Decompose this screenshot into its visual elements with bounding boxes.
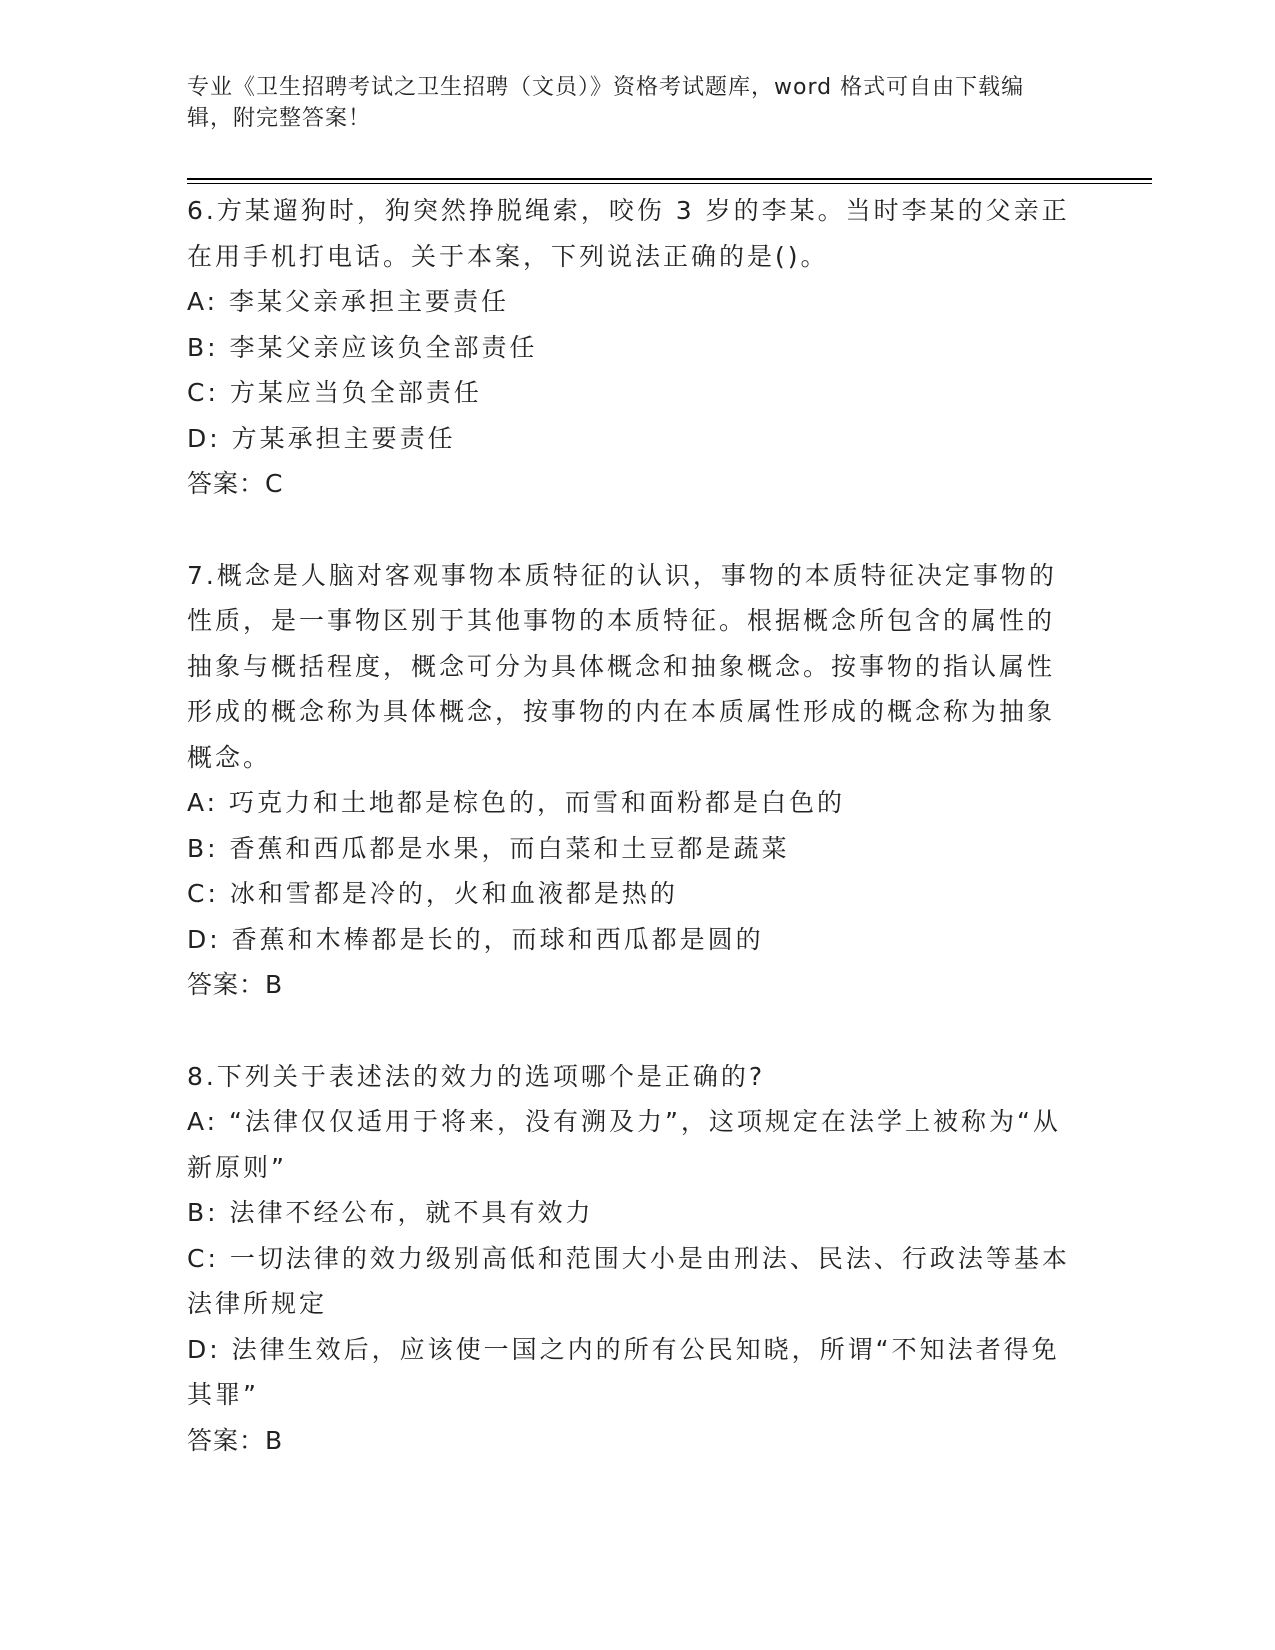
option-b: B: 法律不经公布，就不具有效力 [187, 1198, 594, 1227]
option-a: A: 李某父亲承担主要责任 [187, 287, 510, 316]
option-c: C: 冰和雪都是冷的，火和血液都是热的 [187, 879, 678, 908]
option-a: A: “法律仅仅适用于将来，没有溯及力”，这项规定在法学上被称为“从新原则” [187, 1107, 1061, 1182]
option-b: B: 李某父亲应该负全部责任 [187, 332, 538, 362]
answer-line: 答案：C [187, 469, 284, 498]
option-a: A: 巧克力和土地都是棕色的，而雪和面粉都是白色的 [187, 788, 846, 817]
answer-line: 答案：B [187, 1425, 284, 1455]
question-8 [187, 1054, 1077, 1464]
option-c: C: 一切法律的效力级别高低和范围大小是由刑法、民法、行政法等基本法律所规定 [187, 1243, 1070, 1318]
option-b: B: 香蕉和西瓜都是水果，而白菜和土豆都是蔬菜 [187, 833, 790, 863]
option-d: D: 法律生效后，应该使一国之内的所有公民知晓，所谓“不知法者得免其罪” [187, 1334, 1060, 1409]
option-d: D: 方某承担主要责任 [187, 423, 456, 453]
option-c: C: 方某应当负全部责任 [187, 378, 482, 407]
question-7 [187, 553, 1077, 1008]
question-stem: 6.方某遛狗时，狗突然挣脱绳索，咬伤 3 岁的李某。当时李某的父亲正在用手机打电话。关于本案，下列说法正确的是()。 [187, 196, 1070, 271]
header-divider-thick [187, 178, 1152, 180]
question-stem: 8.下列关于表述法的效力的选项哪个是正确的? [187, 1061, 766, 1091]
answer-line: 答案：B [187, 970, 284, 999]
header-divider-thin [187, 183, 1152, 184]
option-d: D: 香蕉和木棒都是长的，而球和西瓜都是圆的 [187, 924, 764, 954]
document-header: 专业《卫生招聘考试之卫生招聘（文员）》资格考试题库，word 格式可自由下载编辑，附完整答案！ [187, 75, 1025, 131]
question-stem: 7.概念是人脑对客观事物本质特征的认识，事物的本质特征决定事物的性质，是一事物区别于其他事物的本质特征。根据概念所包含的属性的抽象与概括程度，概念可分为具体概念和抽象概念。按事物的指认属性形成的概念称为具体概念，按事物的内在本质属性形成的概念称为抽象概念。 [187, 560, 1057, 772]
question-list [187, 188, 1077, 1509]
question-6 [187, 188, 1077, 507]
